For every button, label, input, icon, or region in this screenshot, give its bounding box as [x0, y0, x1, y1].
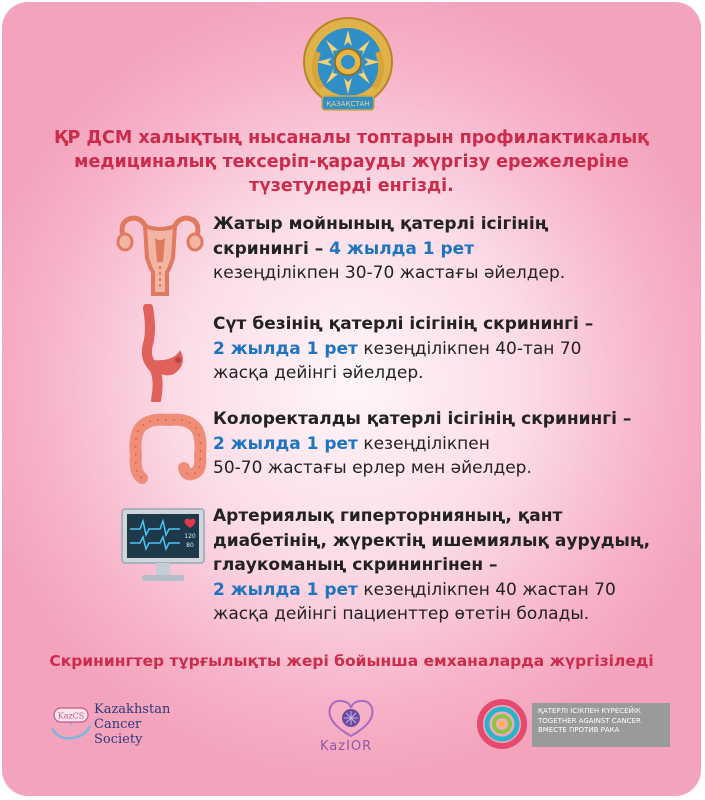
item-title: Колоректалды қатерлі ісігінің скринингі: [213, 409, 617, 429]
tac-line-3: ВМЕСТЕ ПРОТИВ РАКА: [538, 726, 620, 734]
item-frequency: 2 жылда 1 рет: [213, 338, 358, 359]
item-dash: –: [308, 238, 330, 259]
item-dash: –: [616, 409, 632, 429]
svg-text:ҚАЗАҚСТАН: ҚАЗАҚСТАН: [326, 100, 370, 108]
item-description: кезеңділікпен 30-70 жастағы әйелдер.: [213, 263, 566, 283]
kcs-name-line-2: Cancer: [94, 717, 142, 732]
kcs-name-line-1: Kazakhstan: [94, 702, 171, 717]
kazior-name: KazIOR: [320, 739, 373, 754]
heart-monitor-icon: [120, 507, 206, 587]
item-description-2: жасқа дейінгі пациенттер өтетін болады.: [213, 604, 590, 624]
headline-line-1: ҚР ДСМ халықтың нысаналы топтарын профилактикалық: [53, 128, 650, 148]
screening-item-breast: [213, 312, 683, 386]
footer-note: Скринингтер тұрғылықты жері бойынша емханаларда жүргізіледі: [49, 652, 654, 670]
headline-line-2: медициналық тексеріп-қарауды жүргізу ережелеріне: [74, 152, 629, 172]
item-title-3: глаукоманың скринингінен –: [213, 555, 498, 575]
screening-item-cardio: [213, 504, 683, 627]
item-title: Сүт безінің қатерлі ісігінің скринингі: [213, 314, 579, 334]
item-dash: –: [578, 314, 594, 334]
kcs-name: [94, 702, 170, 747]
screening-item-cervical: [213, 212, 683, 286]
svg-text:KazCS: KazCS: [57, 711, 85, 721]
item-frequency: 2 жылда 1 рет: [213, 579, 358, 600]
tac-logo: [472, 698, 532, 750]
svg-text:120: 120: [184, 533, 196, 540]
item-description-2: 50-70 жастағы ерлер мен әйелдер.: [213, 458, 532, 478]
item-description-2: жасқа дейінгі әйелдер.: [213, 363, 424, 383]
item-frequency: 4 жылда 1 рет: [329, 238, 475, 259]
svg-text:80: 80: [186, 542, 194, 549]
headline: [22, 126, 681, 198]
item-title: Артериялық гиперторнияның, қант: [213, 506, 563, 526]
kcs-name-line-3: Society: [94, 732, 143, 747]
item-description: кезеңділікпен: [357, 433, 490, 454]
item-title: скринингі: [213, 238, 309, 259]
breast-icon: [134, 304, 194, 402]
tac-line-2: TOGETHER AGAINST CANCER: [538, 716, 641, 725]
tac-text-box: [532, 703, 670, 747]
item-description: кезеңділікпен 40-тан 70: [357, 338, 582, 359]
kazakhstan-emblem: [300, 16, 396, 116]
item-title: Жатыр мойнының қатерлі ісігінің: [213, 214, 549, 234]
infographic-card: [2, 2, 701, 796]
kazior-logo: [322, 696, 380, 740]
item-title-2: диабетінің, жүректің ишемиялық аурудың,: [213, 530, 651, 551]
item-description: кезеңділікпен 40 жастан 70: [357, 579, 616, 600]
screening-item-colorectal: [213, 407, 683, 481]
colon-icon: [128, 412, 208, 484]
headline-line-3: түзетулерді енгізді.: [249, 176, 454, 196]
tac-line-1: ҚАТЕРЛІ ІСІКПЕН КҮРЕСЕЙІК: [538, 707, 641, 715]
uterus-icon: [115, 208, 205, 300]
kcs-logo: [48, 702, 94, 742]
item-frequency: 2 жылда 1 рет: [213, 433, 358, 454]
